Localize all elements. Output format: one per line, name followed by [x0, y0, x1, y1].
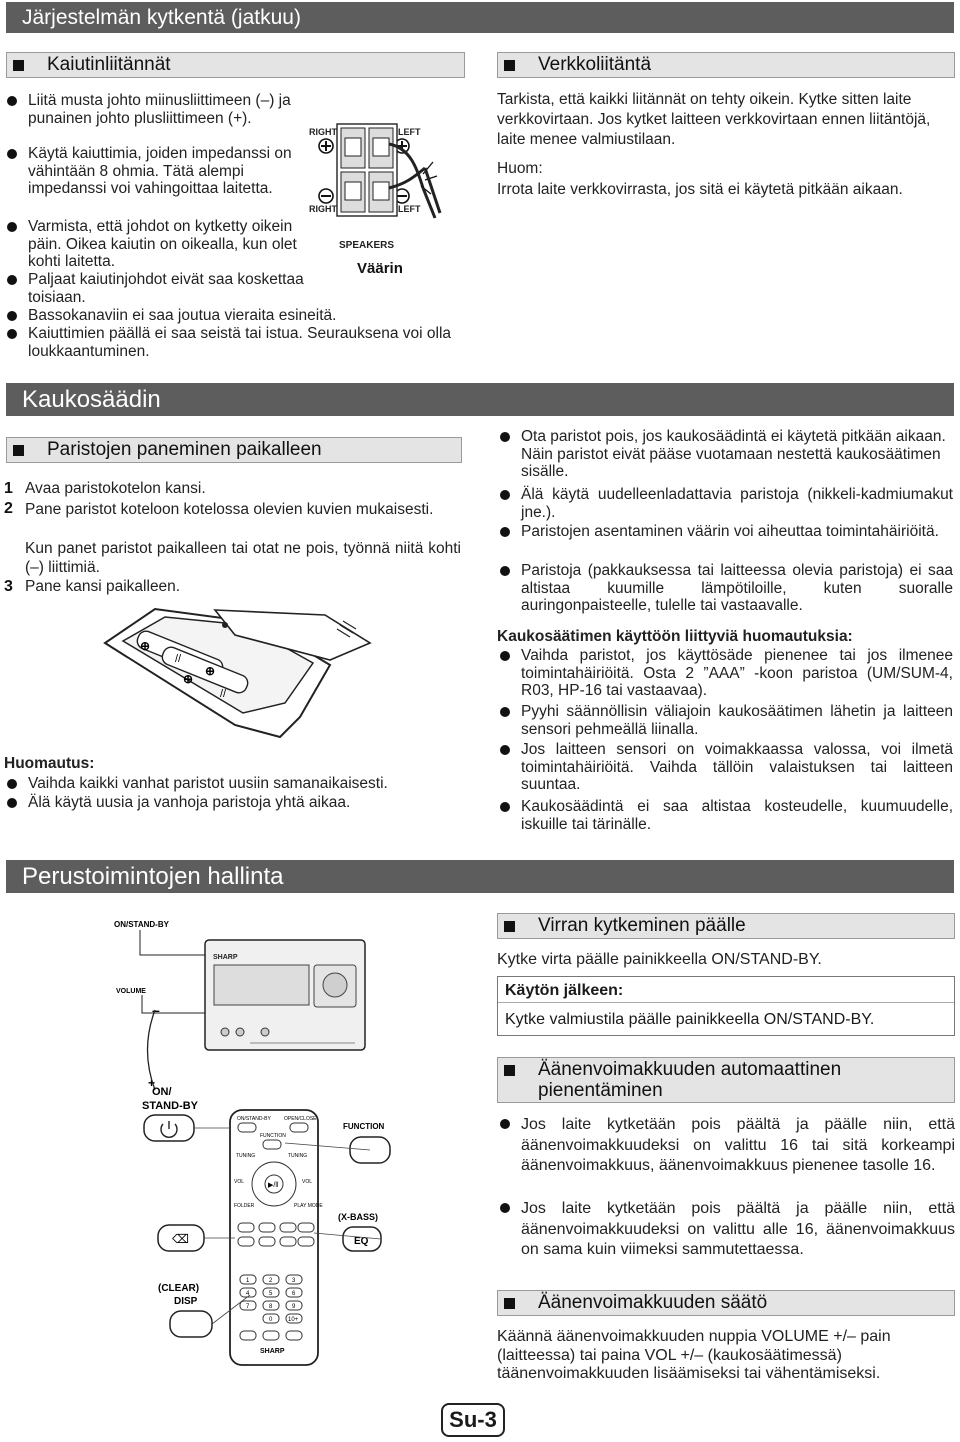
fig-volume-label: VOLUME [116, 988, 146, 995]
svg-text:8: 8 [269, 1304, 273, 1310]
remote-label: TUNING [288, 1153, 308, 1159]
fig-on-standby-big-2: STAND-BY [142, 1100, 199, 1112]
svg-text:9: 9 [292, 1304, 296, 1310]
list-item: Bassokanaviin ei saa joutua vieraita esineitä. [4, 307, 464, 325]
list-item: Kaiuttimien päällä ei saa seistä tai istua. Seurauksena voi olla loukkaantuminen. [4, 325, 466, 360]
basic-band: Perustoimintojen hallinta [6, 860, 954, 893]
list-item: Jos laitteen sensori on voimakkaassa valossa, voi ilmetä toimintahäiriöitä. Vaihda tällöin valaistuksen tai laitteen suuntaa. [497, 741, 953, 794]
remote-usage-title: Kaukosäätimen käyttöön liittyviä huomautuksia: [497, 628, 853, 645]
power-heading: Virran kytkeminen päälle [497, 913, 955, 939]
svg-text:5: 5 [269, 1291, 273, 1297]
list-item: Paristoja (pakkauksessa tai laitteessa olevia paristoja) ei saa altistaa kuumille lämpötiloille, kuten suoralle auringonpaisteelle, tulelle tai vastaavalle. [497, 562, 953, 615]
remote-band: Kaukosäädin [6, 383, 954, 416]
fig-clear-label: (CLEAR) [158, 1283, 200, 1294]
mains-text: Tarkista, että kaikki liitännät on tehty oikein. Kytke sitten laite verkkovirtaan. Jos kytket laitteen verkkovirtaan ennen liitäntöjä, laite menee valmiustilaan. [497, 91, 931, 148]
remote-label: VOL [302, 1179, 313, 1185]
svg-text:0: 0 [269, 1317, 273, 1323]
remote-label: ON/STAND-BY [237, 1116, 271, 1122]
figure-label-right: RIGHT [309, 127, 337, 137]
heading-square-icon [504, 1298, 515, 1309]
heading-square-icon [504, 60, 515, 71]
list-item: Liitä musta johto miinusliittimeen (–) ja punainen johto plusliittimeen (+). [4, 92, 304, 127]
volume-adjust-text: Käännä äänenvoimakkuuden nuppia VOLUME +/– pain (laitteessa) tai paina VOL +/– (kaukosäätimessä) täänenvoimakkuuden lisäämiseksi tai vähentämiseksi. [497, 1328, 891, 1382]
remote-battery-figure [85, 605, 385, 740]
svg-text:⌫: ⌫ [172, 1232, 189, 1246]
volume-adjust-heading: Äänenvoimakkuuden säätö [497, 1290, 955, 1316]
figure-label-left-2: LEFT [398, 204, 421, 214]
page-title-band [6, 2, 954, 33]
remote-label: FOLDER [234, 1203, 255, 1209]
svg-text:▶/ll: ▶/ll [268, 1182, 279, 1189]
remote-label: OPEN/CLOSE [284, 1116, 317, 1122]
fig-brand: SHARP [213, 954, 238, 961]
svg-text:3: 3 [292, 1278, 296, 1284]
svg-text://: // [175, 653, 182, 665]
svg-text://: // [220, 688, 227, 700]
list-item: Pyyhi säännöllisin väliajoin kaukosäätimen lähetin ja laitteen sensori pehmeällä liinalla. [497, 703, 953, 738]
remote-label: PLAY MODE [294, 1203, 323, 1209]
device-remote-figure [100, 915, 430, 1370]
list-item: Varmista, että johdot on kytketty oikein päin. Oikea kaiutin on oikealla, kun olet kohti laitetta. [4, 218, 304, 271]
list-item: Paristojen asentaminen väärin voi aiheuttaa toimintahäiriöitä. [497, 523, 953, 541]
auto-volume-heading: Äänenvoimakkuuden automaattinen pienentäminen [497, 1057, 955, 1103]
remote-label: FUNCTION [260, 1133, 286, 1139]
list-item: Paljaat kaiutinjohdot eivät saa koskettaa toisiaan. [4, 271, 304, 306]
after-use-box [497, 976, 955, 1036]
svg-text:⊕: ⊕ [205, 664, 216, 678]
fig-xbass-label: (X-BASS) [338, 1212, 378, 1222]
heading-square-icon [13, 60, 24, 71]
page-title: Järjestelmän kytkentä (jatkuu) [22, 5, 301, 29]
after-use-label: Käytön jälkeen: [505, 982, 655, 1002]
step-text: Avaa paristokotelon kansi. [25, 480, 206, 497]
divider [498, 1002, 954, 1003]
after-use-text: Kytke valmiustila päälle painikkeella ON/STAND-BY. [505, 1011, 875, 1028]
list-item: Vaihda kaikki vanhat paristot uusiin samanaikaisesti. [4, 775, 464, 793]
batteries-heading: Paristojen paneminen paikalleen [6, 437, 462, 463]
svg-text:4: 4 [246, 1291, 250, 1297]
remote-label: TUNING [236, 1153, 256, 1159]
svg-text:6: 6 [292, 1291, 296, 1297]
speaker-terminal-figure [305, 118, 480, 278]
mains-note-label: Huom: [497, 160, 543, 177]
svg-text:–: – [152, 1002, 160, 1018]
step-text: Pane kansi paikalleen. [25, 578, 181, 595]
power-text: Kytke virta päälle painikkeella ON/STAND-BY. [497, 951, 822, 968]
fig-disp-label: DISP [174, 1296, 198, 1307]
list-item: Käytä kaiuttimia, joiden impedanssi on vähintään 8 ohmia. Tätä alempi impedanssi voi vahingoittaa laitetta. [4, 145, 306, 198]
list-item: Älä käytä uudelleenladattavia paristoja (nikkeli-kadmiumakut jne.). [497, 486, 953, 521]
fig-on-standby-big-1: ON/ [152, 1086, 172, 1098]
figure-label-wrong: Väärin [357, 260, 403, 277]
step-text: Kun panet paristot paikalleen tai otat ne pois, työnnä niitä kohti (–) liittimiä. [25, 540, 461, 576]
fig-function-label: FUNCTION [343, 1122, 385, 1131]
speakers-heading: Kaiutinliitännät [6, 52, 465, 78]
heading-square-icon [504, 921, 515, 932]
batteries-note-label: Huomautus: [4, 755, 95, 772]
fig-eq-label: EQ [354, 1236, 369, 1247]
mains-heading: Verkkoliitäntä [497, 52, 955, 78]
figure-label-left: LEFT [398, 127, 421, 137]
heading-square-icon [504, 1065, 515, 1076]
page-number: Su-3 [441, 1403, 505, 1437]
svg-text:7: 7 [246, 1304, 250, 1310]
list-item: Kaukosäädintä ei saa altistaa kosteudelle, kuumuudelle, iskuille tai tärinälle. [497, 798, 953, 833]
step-number: 3 [4, 578, 13, 595]
svg-text:+: + [148, 1076, 156, 1090]
heading-square-icon [13, 445, 24, 456]
remote-brand: SHARP [260, 1348, 285, 1355]
fig-on-standby-label: ON/STAND-BY [114, 920, 169, 929]
list-item: Jos laite kytketään pois päältä ja päälle niin, että äänenvoimakkuudeksi on valittu alle 16, äänenvoimakkuus on sama kuin viimeksi sammutettaessa. [497, 1199, 955, 1261]
svg-text:10+: 10+ [288, 1317, 299, 1323]
step-text: Pane paristot koteloon kotelossa olevien kuvien mukaisesti. [25, 501, 434, 518]
step-number: 1 [4, 480, 13, 497]
list-item: Jos laite kytketään pois päältä ja päälle niin, että äänenvoimakkuudeksi on valittu 16 tai sitä korkeampi äänenvoimakkuus, äänenvoimakkuus pienenee tasolle 16. [497, 1115, 955, 1177]
list-item: Vaihda paristot, jos käyttösäde pienenee tai jos ilmenee toimintahäiriöitä. Osta 2 ”AAA” -koon paristoa (UM/SUM-4, R03, HP-16 tai vastaavaa). [497, 647, 953, 700]
mains-note-text: Irrota laite verkkovirrasta, jos sitä ei käytetä pitkään aikaan. [497, 181, 903, 198]
step-number: 2 [4, 500, 13, 517]
svg-text:1: 1 [246, 1278, 250, 1284]
remote-label: VOL [234, 1179, 245, 1185]
figure-label-speakers: SPEAKERS [339, 240, 395, 251]
figure-label-right-2: RIGHT [309, 204, 337, 214]
svg-text:2: 2 [269, 1278, 273, 1284]
list-item: Ota paristot pois, jos kaukosäädintä ei käytetä pitkään aikaan. Näin paristot eivät pääse vuotamaan nestettä kaukosäätimen sisälle. [497, 428, 953, 481]
svg-text:⊕: ⊕ [183, 672, 194, 686]
svg-text:⊕: ⊕ [140, 639, 151, 653]
list-item: Älä käytä uusia ja vanhoja paristoja yhtä aikaa. [4, 794, 464, 812]
